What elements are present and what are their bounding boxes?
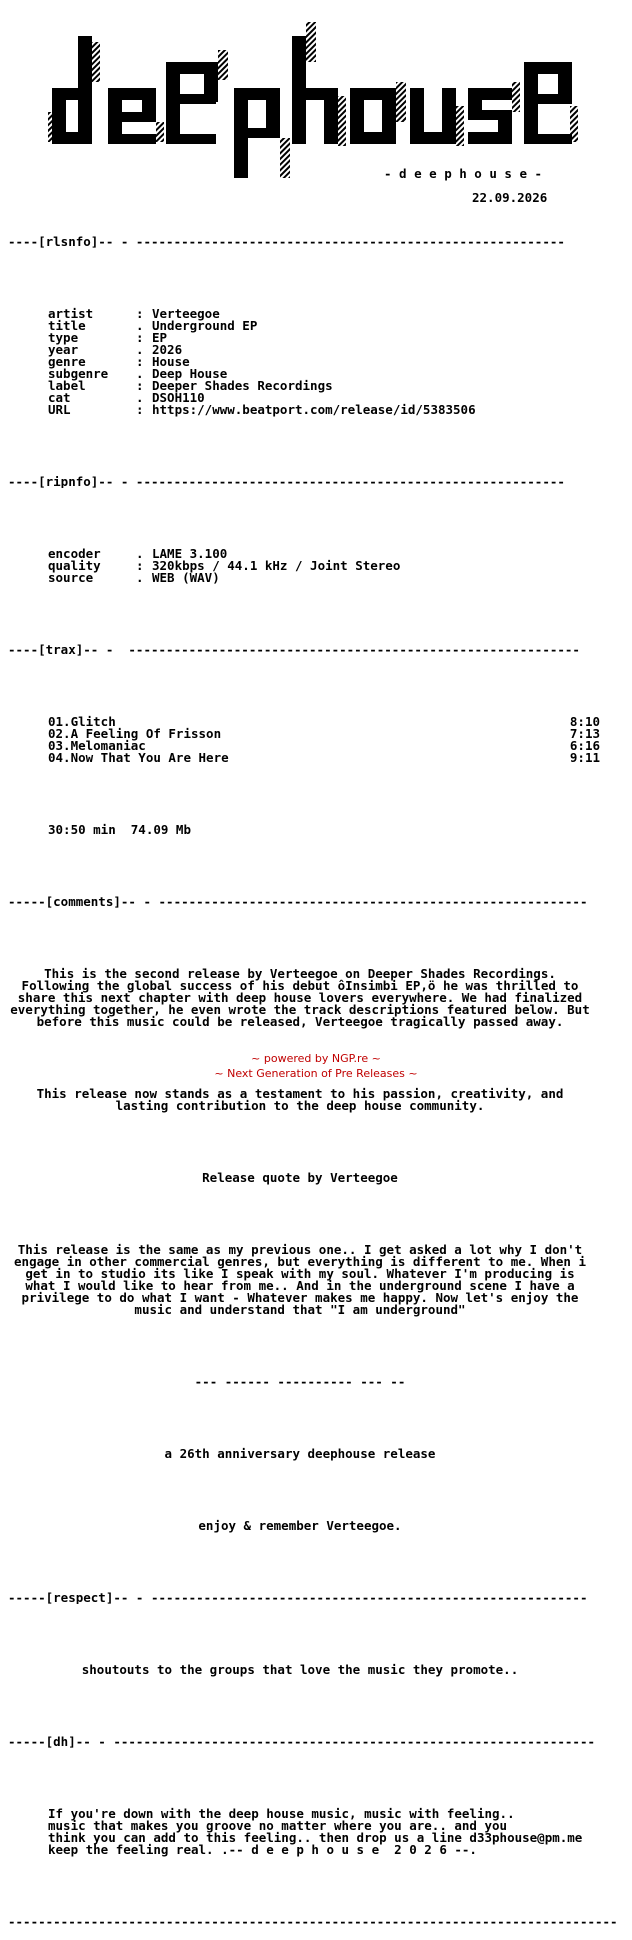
rip-info-value: LAME 3.100: [152, 546, 228, 561]
track-list: [8, 716, 628, 764]
release-info-value: Underground EP: [152, 318, 258, 333]
footer-powered-by: ~ powered by NGP.re ~: [251, 1052, 381, 1065]
rip-info-separator: .: [136, 546, 144, 561]
release-info-value: EP: [152, 330, 168, 345]
release-info-separator: :: [136, 354, 144, 369]
release-info-value: Verteegoe: [152, 306, 220, 321]
release-info-value: Deeper Shades Recordings: [152, 378, 333, 393]
logo-graphic: [48, 22, 578, 182]
release-info-key: type: [48, 330, 79, 345]
release-info-row: [8, 308, 628, 320]
dh-line: music that makes you groove no matter where you are.. and you: [48, 1818, 508, 1833]
release-info-row: [8, 320, 628, 332]
track-title: 04.Now That You Are Here: [48, 750, 229, 765]
release-info-row: [8, 404, 628, 416]
release-info-separator: :: [136, 402, 144, 417]
track-totals: 30:50 min 74.09 Mb: [48, 822, 191, 837]
section-rlsnfo-header: ----[rlsnfo]-- - ---------------------------------------------------------: [8, 236, 565, 248]
comment-paragraph-2: This release now stands as a testament to his passion, creativity, and lasting contribution to the deep house community.: [36, 1086, 564, 1113]
track-time: 6:16: [569, 738, 600, 753]
deephouse-logo: [48, 22, 578, 182]
release-info-key: URL: [48, 402, 71, 417]
release-info-separator: .: [136, 318, 144, 333]
section-end-line: ---------------------------------------------------------------------------------: [8, 1916, 618, 1928]
release-info-separator: .: [136, 342, 144, 357]
track-time: 9:11: [569, 750, 600, 765]
respect-text: shoutouts to the groups that love the music they promote..: [81, 1662, 519, 1677]
dh-line: think you can add to this feeling.. then drop us a line d33phouse@pm.me: [48, 1830, 583, 1845]
rip-info-row: [8, 560, 628, 572]
comment-paragraph-1: This is the second release by Verteegoe on Deeper Shades Recordings. Following the global success of his debut ôInsimbi EP,ö he was thrilled to share this next chapter with deep house lovers everywhere. We had finalized everything together, he even wrote the track descriptions featured below. But before this music could be released, Verteegoe tragically passed away.: [10, 966, 590, 1029]
rip-info-separator: :: [136, 558, 144, 573]
track-time: 7:13: [569, 726, 600, 741]
release-info-separator: :: [136, 378, 144, 393]
rip-info-value: 320kbps / 44.1 kHz / Joint Stereo: [152, 558, 401, 573]
release-info-value: 2026: [152, 342, 183, 357]
release-info-separator: .: [136, 366, 144, 381]
release-date: 22.09.2026: [472, 190, 548, 205]
footer-tagline: ~ Next Generation of Pre Releases ~: [214, 1067, 418, 1080]
release-info-value: https://www.beatport.com/release/id/5383506: [152, 402, 476, 417]
comment-divider: --- ------ ---------- --- --: [194, 1374, 406, 1389]
track-title: 03.Melomaniac: [48, 738, 146, 753]
release-info-row: [8, 344, 628, 356]
track-time: 8:10: [569, 714, 600, 729]
release-info-key: label: [48, 378, 86, 393]
release-info-value: Deep House: [152, 366, 228, 381]
section-dh-header: -----[dh]-- - ----------------------------------------------------------------: [8, 1736, 595, 1748]
release-info-value: House: [152, 354, 190, 369]
anniversary-line: a 26th anniversary deephouse release: [164, 1446, 436, 1461]
quote-paragraph: This release is the same as my previous one.. I get asked a lot why I don't engage in other commercial genres, but everything is different to me. When i get in to studio its like I speak with my soul. Whatever I'm producing is what I would like to hear from me.. And in the underground scene I have a privilege to do what I want - Whatever makes me happy. Now let's enjoy the music and understand that "I am underground": [14, 1242, 586, 1317]
track-title: 01.Glitch: [48, 714, 116, 729]
release-info-list: [8, 308, 628, 416]
release-info-separator: :: [136, 330, 144, 345]
dh-line: keep the feeling real. .-- d e e p h o u s e 2 0 2 6 --.: [48, 1842, 477, 1857]
enjoy-line: enjoy & remember Verteegoe.: [198, 1518, 402, 1533]
release-info-key: cat: [48, 390, 71, 405]
section-comments-header: -----[comments]-- - ---------------------------------------------------------: [8, 896, 588, 908]
dh-text: [8, 1808, 628, 1856]
release-info-value: DSOH110: [152, 390, 205, 405]
rip-info-row: [8, 572, 628, 584]
rip-info-list: [8, 548, 628, 584]
release-info-key: artist: [48, 306, 94, 321]
release-info-key: year: [48, 342, 79, 357]
section-trax-header: ----[trax]-- - ------------------------------------------------------------: [8, 644, 580, 656]
release-info-key: genre: [48, 354, 86, 369]
rip-info-key: encoder: [48, 546, 101, 561]
release-info-separator: :: [136, 306, 144, 321]
section-ripnfo-header: ----[ripnfo]-- - ---------------------------------------------------------: [8, 476, 565, 488]
dh-line: If you're down with the deep house music, music with feeling..: [48, 1806, 515, 1821]
release-info-row: [8, 380, 628, 392]
release-info-row: [8, 332, 628, 344]
rip-info-value: WEB (WAV): [152, 570, 220, 585]
section-respect-header: -----[respect]-- - ----------------------------------------------------------: [8, 1592, 588, 1604]
track-row: [8, 752, 600, 764]
quote-title: Release quote by Verteegoe: [202, 1170, 398, 1185]
release-info-separator: .: [136, 390, 144, 405]
release-info-key: title: [48, 318, 86, 333]
logo-subtitle: - d e e p h o u s e -: [384, 166, 543, 181]
rip-info-key: source: [48, 570, 94, 585]
rip-info-key: quality: [48, 558, 101, 573]
release-info-key: subgenre: [48, 366, 109, 381]
track-title: 02.A Feeling Of Frisson: [48, 726, 222, 741]
rip-info-separator: .: [136, 570, 144, 585]
